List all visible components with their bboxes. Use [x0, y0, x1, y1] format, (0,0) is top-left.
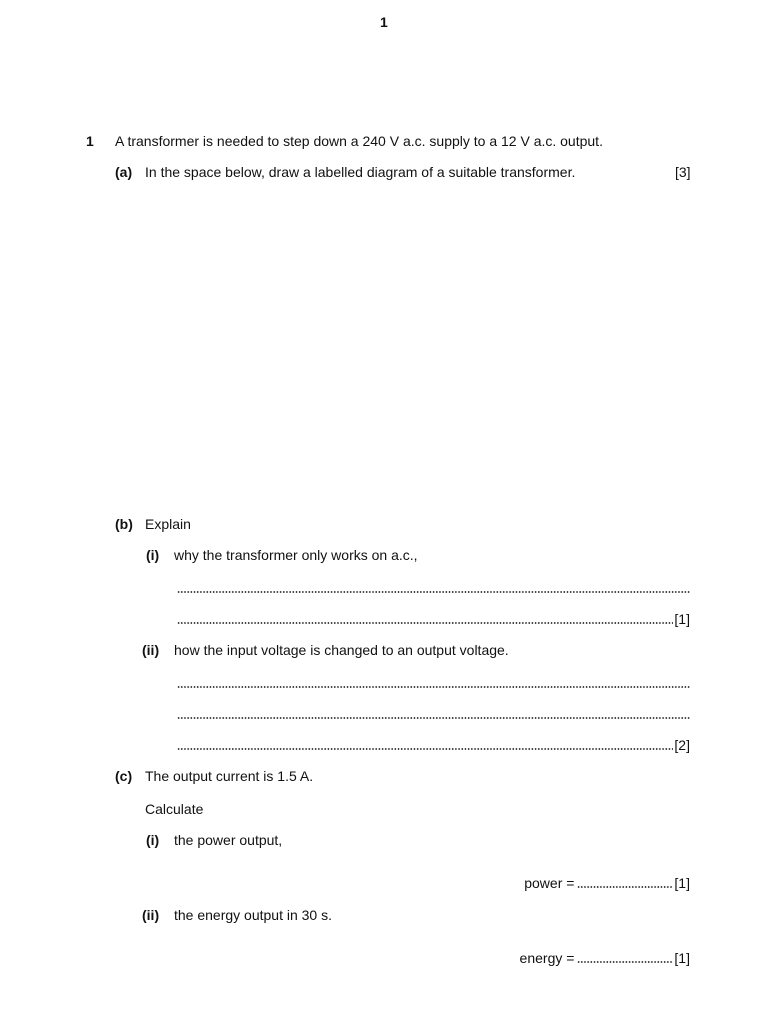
part-b-ii-text: how the input voltage is changed to an output voltage. [174, 642, 509, 658]
dotted-line [577, 961, 673, 963]
part-a-label: (a) [115, 164, 133, 180]
part-c-i-marks: [1] [674, 875, 690, 891]
part-c-instruction: Calculate [145, 801, 204, 817]
energy-answer-label: energy = [519, 950, 575, 966]
answer-line[interactable] [177, 736, 690, 754]
dotted-line [177, 748, 673, 750]
part-a-text: In the space below, draw a labelled diagram of a suitable transformer. [145, 164, 576, 180]
part-c-label: (c) [115, 768, 133, 784]
part-b-ii-marks: [2] [674, 737, 690, 753]
dotted-line [177, 686, 690, 688]
answer-line[interactable] [177, 705, 690, 723]
part-c-ii-label: (ii) [142, 907, 160, 923]
energy-answer[interactable] [520, 949, 690, 967]
dotted-line [177, 717, 690, 719]
answer-line[interactable] [177, 674, 690, 692]
part-b-i-marks: [1] [674, 611, 690, 627]
dotted-line [577, 886, 673, 888]
dotted-line [177, 622, 673, 624]
diagram-answer-space[interactable] [115, 195, 691, 505]
part-b-label: (b) [115, 516, 133, 532]
part-b-i-text: why the transformer only works on a.c., [174, 547, 418, 563]
part-c-ii-text: the energy output in 30 s. [174, 907, 332, 923]
part-b-i-label: (i) [146, 547, 160, 563]
part-b-text: Explain [145, 516, 191, 532]
dotted-line [177, 591, 690, 593]
question-stem: A transformer is needed to step down a 240 V a.c. supply to a 12 V a.c. output. [115, 133, 603, 149]
power-answer[interactable] [524, 874, 690, 892]
part-b-ii-label: (ii) [142, 642, 160, 658]
answer-line[interactable] [177, 579, 690, 597]
part-c-i-label: (i) [146, 832, 160, 848]
page-number: 1 [380, 14, 388, 30]
part-a-marks: [3] [675, 164, 691, 180]
part-c-i-text: the power output, [174, 832, 283, 848]
part-c-text: The output current is 1.5 A. [145, 768, 314, 784]
question-number: 1 [86, 133, 94, 149]
power-answer-label: power = [524, 875, 575, 891]
answer-line[interactable] [177, 610, 690, 628]
part-c-ii-marks: [1] [674, 950, 690, 966]
